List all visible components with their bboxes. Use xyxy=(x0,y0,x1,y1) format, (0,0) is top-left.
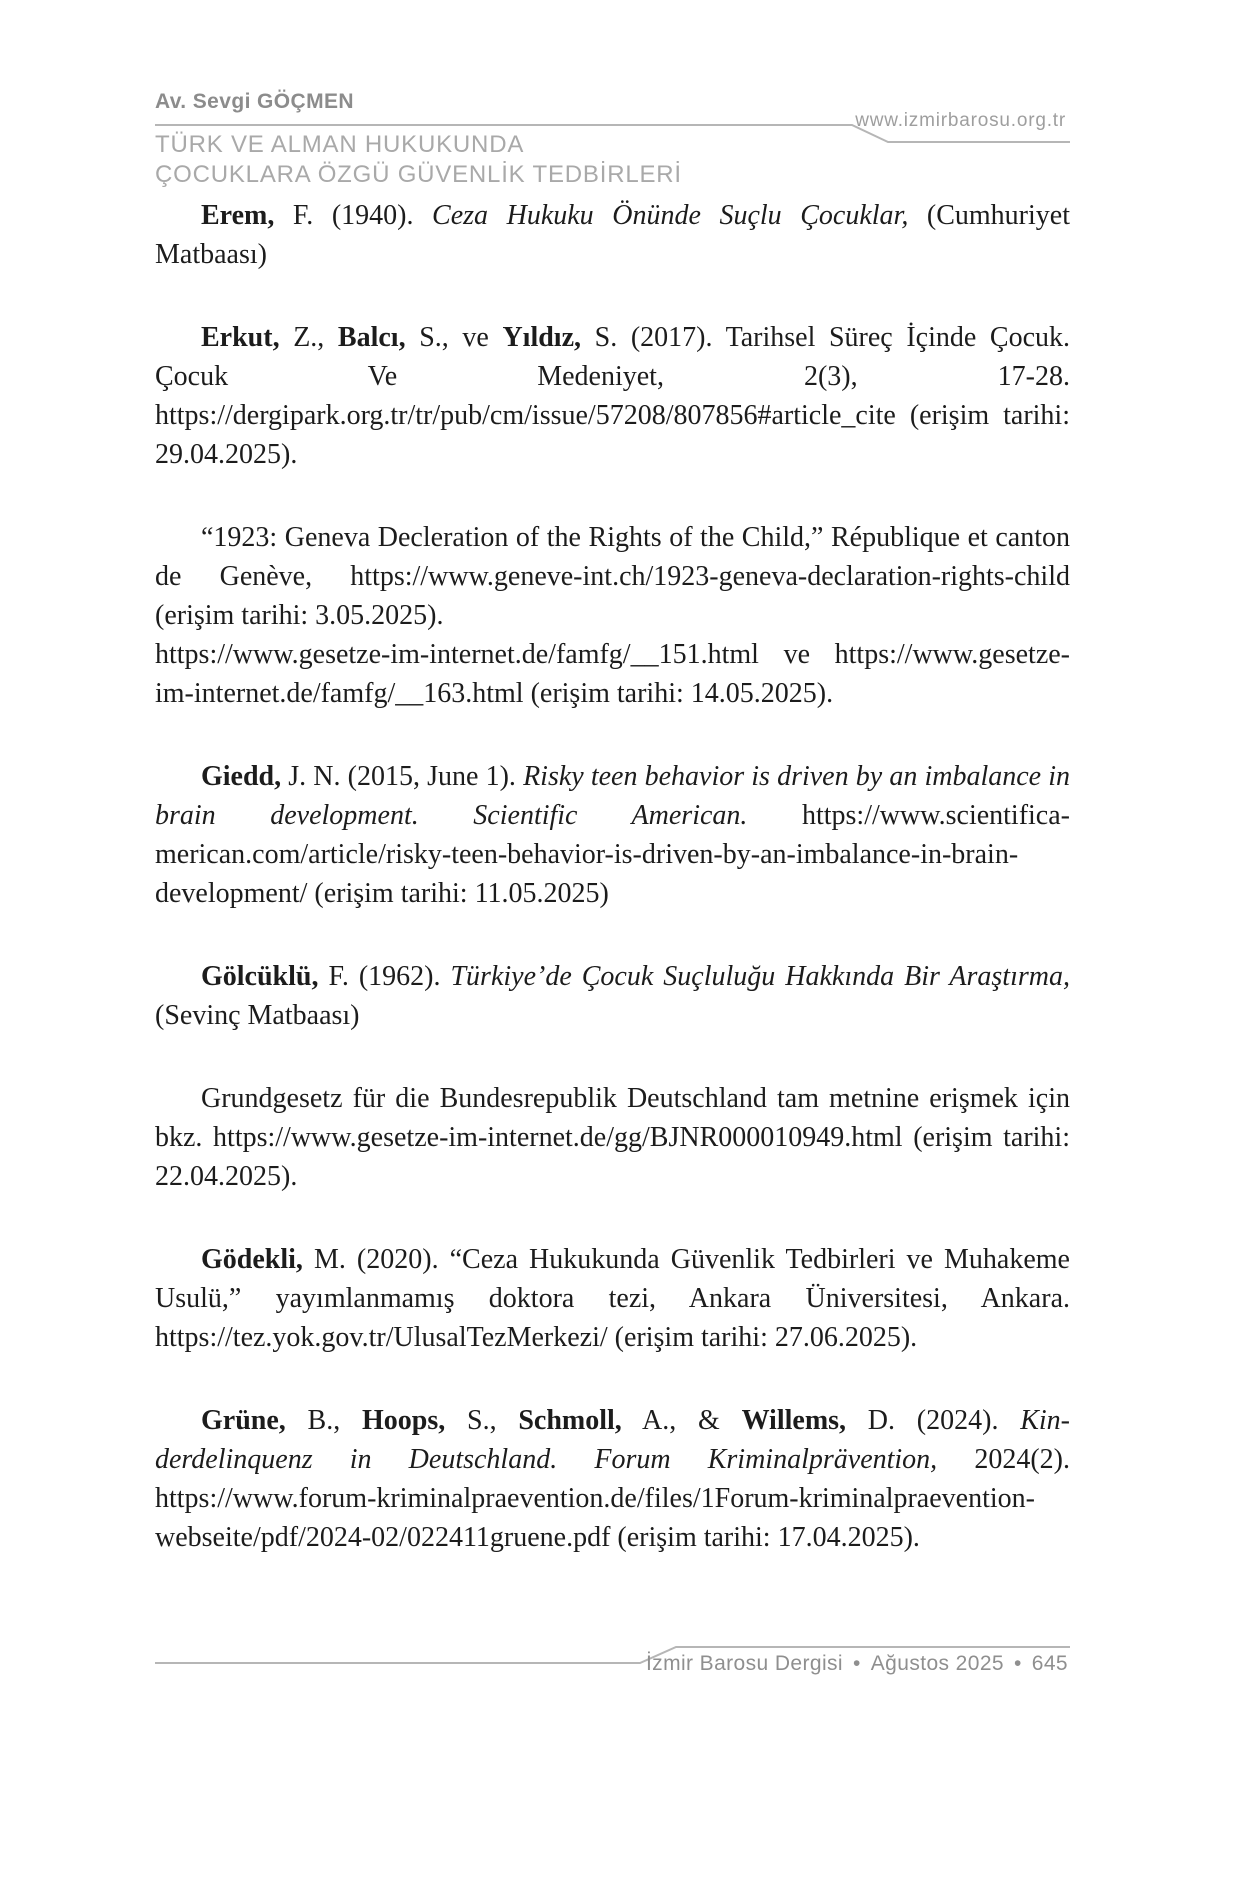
footer-separator-dot: • xyxy=(852,1652,861,1675)
bibliography-entry: Erem, F. (1940). Ceza Hukuku Önünde Suçlu Çocuklar, (Cumhuriyet Matbaası) xyxy=(155,200,1070,270)
bibliography-entry: Giedd, J. N. (2015, June 1). Risky teen behavior is driven by an imbalance in brain development. Scientific American. https://www.scientificamerican.com/article/risky-teen-behavior-is-driven-by-an-imbalance-in-brain-development/ (erişim tarihi: 11.05.2025) xyxy=(155,761,1071,909)
footer-journal-name: İzmir Barosu Dergisi xyxy=(645,1652,843,1675)
article-title-line-1: TÜRK VE ALMAN HUKUKUNDA xyxy=(155,131,525,158)
header-divider-line xyxy=(155,118,1072,148)
bibliography-section xyxy=(155,196,1070,1601)
footer-issue-date: Ağustos 2025 xyxy=(870,1652,1004,1675)
bibliography-entry: Grüne, B., Hoops, S., Schmoll, A., & Willems, D. (2024). Kinderdelinquenz in Deutschland. Forum Kriminalprävention, 2024(2). https://www.forum-kriminalpraevention.de/files/1Forum-kriminalpraevention-webseite/pdf/2024-02/022411gruene.pdf (erişim tarihi: 17.04.2025). xyxy=(155,1405,1070,1553)
bibliography-entry: Erkut, Z., Balcı, S., ve Yıldız, S. (2017). Tarihsel Süreç İçinde Çocuk. Çocuk Ve Medeniyet, 2(3), 17-28. https://dergipark.org.tr/tr/pub/cm/issue/57208/807856#article_cite (erişim tarihi: 29.04.2025). xyxy=(155,322,1071,470)
journal-website-url: www.izmirbarosu.org.tr xyxy=(855,110,1066,131)
author-name: Av. Sevgi GÖÇMEN xyxy=(155,90,354,113)
footer-page-number: 645 xyxy=(1031,1652,1068,1675)
bibliography-entry: Grundgesetz für die Bundesrepublik Deutschland tam metnine erişmek için bkz. https://www.gesetze-im-internet.de/gg/BJNR000010949.html (erişim tarihi: 22.04.2025). xyxy=(155,1083,1070,1192)
page-footer xyxy=(155,1650,1068,1678)
footer-separator-dot: • xyxy=(1013,1652,1022,1675)
bibliography-entry: Gölcüklü, F. (1962). Türkiye’de Çocuk Suçluluğu Hakkında Bir Araştırma, (Sevinç Matbaası) xyxy=(155,961,1070,1031)
bibliography-entry: “1923: Geneva Decleration of the Rights of the Child,” République et canton de Genève, https://www.geneve-int.ch/1923-geneva-declaration-rights-child (erişim tarihi: 3.05.2025). https://www.gesetze-im-internet.de/famfg/__151.html ve https://www.gesetze-im-internet.de/famfg/__163.html (erişim tarihi: 14.05.2025). xyxy=(155,522,1070,709)
article-title-line-2: ÇOCUKLARA ÖZGÜ GÜVENLİK TEDBİRLERİ xyxy=(155,161,682,188)
bibliography-entry: Gödekli, M. (2020). “Ceza Hukukunda Güvenlik Tedbirleri ve Muhakeme Usulü,” yayımlanmamış doktora tezi, Ankara Üniversitesi, Ankara. https://tez.yok.gov.tr/UlusalTezMerkezi/ (erişim tarihi: 27.06.2025). xyxy=(155,1244,1070,1353)
